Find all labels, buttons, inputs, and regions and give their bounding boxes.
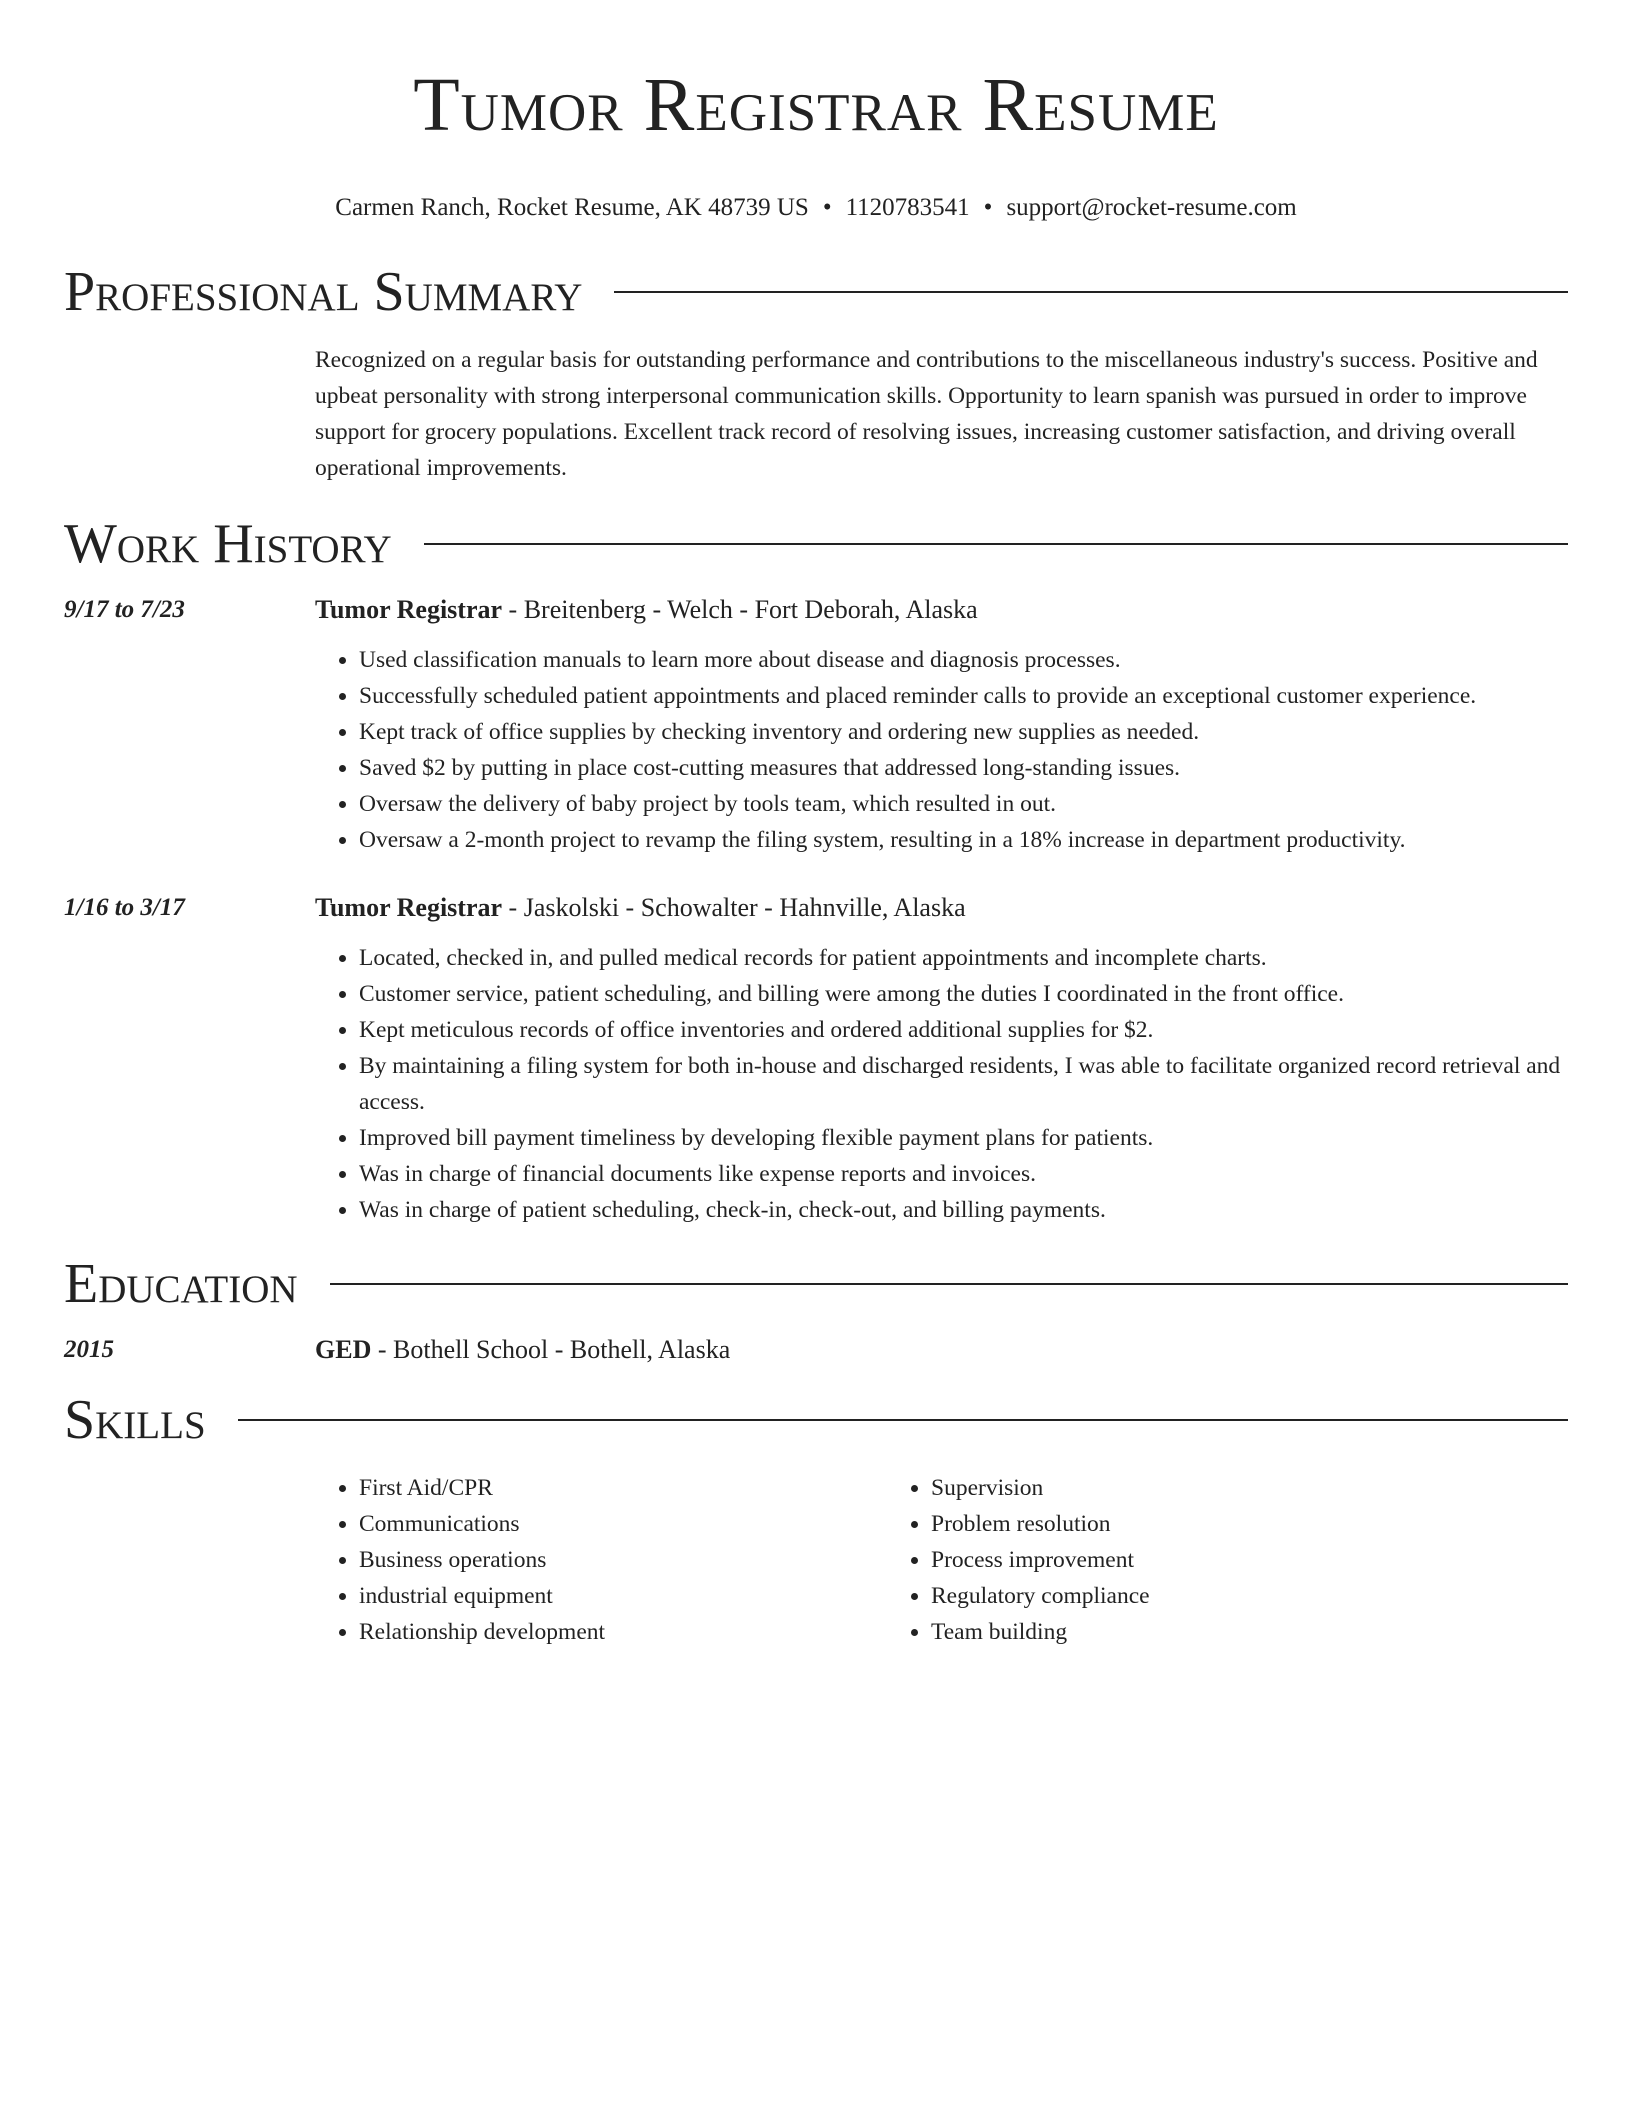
skill-item: • Team building <box>931 1614 1459 1650</box>
job-bullet: • Successfully scheduled patient appointments and placed reminder calls to provide an exceptional customer experience. <box>359 678 1568 714</box>
job-bullet: • Saved $2 by putting in place cost-cutting measures that addressed long-standing issues. <box>359 750 1568 786</box>
job-dates: 1/16 to 3/17 <box>64 894 185 921</box>
work-section-header <box>64 512 1568 576</box>
skill-item: • Communications <box>359 1506 887 1542</box>
education-year: 2015 <box>64 1336 114 1363</box>
job-bullets <box>315 940 1568 1228</box>
job-bullet: • Oversaw the delivery of baby project by tools team, which resulted in out. <box>359 786 1568 822</box>
education-section-header <box>64 1252 1568 1316</box>
skill-item: • industrial equipment <box>359 1578 887 1614</box>
skills-column-left <box>315 1470 887 1650</box>
skill-item: • Business operations <box>359 1542 887 1578</box>
job-bullet: • Customer service, patient scheduling, and billing were among the duties I coordinated in the front office. <box>359 976 1568 1012</box>
work-section-title: Work History <box>64 513 392 575</box>
job-bullet: • Kept meticulous records of office inventories and ordered additional supplies for $2. <box>359 1012 1568 1048</box>
summary-section-title: Professional Summary <box>64 261 583 323</box>
job-bullets <box>315 642 1568 858</box>
education-heading <box>315 1332 1568 1368</box>
skills-section-title: Skills <box>64 1389 206 1451</box>
skill-item: • First Aid/CPR <box>359 1470 887 1506</box>
job-bullet: • Was in charge of financial documents like expense reports and invoices. <box>359 1156 1568 1192</box>
contact-separator: • <box>822 194 832 221</box>
job-entry <box>64 890 1568 1228</box>
job-bullet: • Was in charge of patient scheduling, check-in, check-out, and billing payments. <box>359 1192 1568 1228</box>
resume-title: Tumor Registrar Resume <box>413 63 1219 147</box>
contact-email: support@rocket-resume.com <box>1006 194 1297 221</box>
education-body <box>315 1332 1568 1368</box>
skills-column-right <box>887 1470 1459 1650</box>
section-divider <box>614 291 1568 293</box>
job-bullet: • Kept track of office supplies by checking inventory and ordering new supplies as needed. <box>359 714 1568 750</box>
section-divider <box>238 1419 1568 1421</box>
skills-section-header <box>64 1388 1568 1452</box>
job-heading <box>315 890 1568 926</box>
contact-line <box>64 192 1568 224</box>
section-divider <box>330 1283 1568 1285</box>
education-entry <box>64 1332 1568 1368</box>
job-body <box>315 890 1568 1228</box>
skill-item: • Regulatory compliance <box>931 1578 1459 1614</box>
summary-text: Recognized on a regular basis for outstanding performance and contributions to the miscellaneous industry's success. Positive and upbeat personality with strong interpersonal communication skills. Opportunity to learn spanish was pursued in order to improve support for grocery populations. Excellent track record of resolving issues, increasing customer satisfaction, and driving overall operational improvements. <box>315 347 1538 481</box>
job-role: Tumor Registrar <box>315 893 503 922</box>
contact-separator: • <box>983 194 993 221</box>
job-details: - Breitenberg - Welch - Fort Deborah, Alaska <box>502 595 978 624</box>
job-bullet: • Located, checked in, and pulled medical records for patient appointments and incomplete charts. <box>359 940 1568 976</box>
education-details: - Bothell School - Bothell, Alaska <box>371 1335 731 1364</box>
job-bullet: • Improved bill payment timeliness by developing flexible payment plans for patients. <box>359 1120 1568 1156</box>
skills-list <box>315 1470 1568 1650</box>
job-bullet: • Used classification manuals to learn more about disease and diagnosis processes. <box>359 642 1568 678</box>
education-degree: GED <box>315 1335 372 1364</box>
job-bullet: • Oversaw a 2-month project to revamp the filing system, resulting in a 18% increase in department productivity. <box>359 822 1568 858</box>
job-dates: 9/17 to 7/23 <box>64 596 185 623</box>
job-body <box>315 592 1568 858</box>
job-bullet: • By maintaining a filing system for both in-house and discharged residents, I was able to facilitate organized record retrieval and access. <box>359 1048 1568 1120</box>
education-section-title: Education <box>64 1253 298 1315</box>
skill-item: • Process improvement <box>931 1542 1459 1578</box>
skill-item: • Problem resolution <box>931 1506 1459 1542</box>
skill-item: • Supervision <box>931 1470 1459 1506</box>
section-divider <box>424 543 1568 545</box>
contact-phone: 1120783541 <box>845 194 970 221</box>
job-heading <box>315 592 1568 628</box>
skill-item: • Relationship development <box>359 1614 887 1650</box>
job-entry <box>64 592 1568 858</box>
job-role: Tumor Registrar <box>315 595 503 624</box>
job-details: - Jaskolski - Schowalter - Hahnville, Alaska <box>502 893 966 922</box>
contact-address: Carmen Ranch, Rocket Resume, AK 48739 US <box>335 194 809 221</box>
summary-section-header <box>64 260 1568 324</box>
